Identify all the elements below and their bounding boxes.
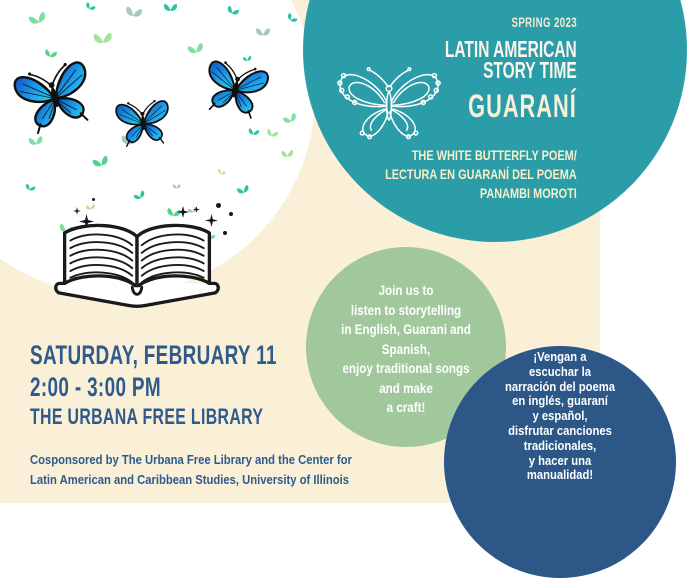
butterfly-silhouette-icon — [281, 9, 301, 29]
poem-title — [385, 146, 577, 203]
sparkle-icon — [193, 200, 200, 207]
dot-icon — [92, 198, 95, 201]
dot-icon — [216, 203, 221, 208]
butterfly-silhouette-icon — [120, 0, 147, 25]
event-time: 2:00 - 3:00 PM — [30, 372, 161, 402]
butterfly-silhouette-icon — [161, 0, 180, 17]
butterfly-silhouette-icon — [232, 181, 253, 201]
english-invite-text: Join us to listen to storytelling in English, Guarani and Spanish, enjoy traditional songs and make a craft! — [341, 283, 471, 415]
butterfly-silhouette-icon — [23, 6, 53, 34]
butterfly-silhouette-icon — [262, 125, 282, 144]
blue-butterfly-icon — [112, 92, 174, 150]
event-date: SATURDAY, FEBRUARY 11 — [30, 340, 277, 370]
butterfly-silhouette-icon — [278, 147, 296, 164]
white-butterfly-outline-icon — [328, 58, 450, 146]
butterfly-silhouette-icon — [221, 1, 243, 22]
open-book-icon — [50, 211, 224, 311]
butterfly-silhouette-icon — [215, 163, 229, 177]
event-title — [445, 36, 577, 83]
butterfly-silhouette-icon — [244, 125, 261, 141]
sparkle-icon — [73, 202, 81, 210]
butterfly-silhouette-icon — [21, 180, 38, 197]
season-label: SPRING 2023 — [511, 15, 577, 30]
butterfly-silhouette-icon — [278, 108, 302, 132]
butterfly-silhouette-icon — [129, 186, 150, 206]
sponsor-credit-line2: Latin American and Caribbean Studies, University of Illinois — [30, 472, 350, 487]
butterfly-silhouette-icon — [253, 24, 273, 42]
sponsor-credit-line1: Cosponsored by The Urbana Free Library and the Center for — [30, 453, 352, 467]
butterfly-silhouette-icon — [171, 179, 182, 189]
dot-icon — [229, 212, 233, 216]
spanish-invite-text: ¡Vengan a escuchar la narración del poema en inglés, guaraní y español, disfrutar canciones tradicionales, y hacer una manualidad! — [504, 350, 616, 483]
butterfly-silhouette-icon — [183, 38, 209, 63]
language-heading: GUARANÍ — [468, 88, 577, 124]
butterfly-silhouette-icon — [87, 150, 114, 176]
butterfly-silhouette-icon — [81, 0, 99, 16]
event-title-line2: STORY TIME — [483, 57, 577, 83]
event-title-line1: LATIN AMERICAN — [445, 36, 577, 62]
event-venue: THE URBANA FREE LIBRARY — [30, 404, 264, 429]
sponsor-credit — [30, 451, 352, 490]
poem-title-line1: THE WHITE BUTTERFLY POEM/ — [411, 147, 577, 163]
poem-title-line2: LECTURA EN GUARANÍ DEL POEMA — [385, 166, 577, 182]
poem-title-line3: PANAMBI MOROTI — [480, 185, 577, 201]
butterfly-silhouette-icon — [89, 27, 117, 53]
